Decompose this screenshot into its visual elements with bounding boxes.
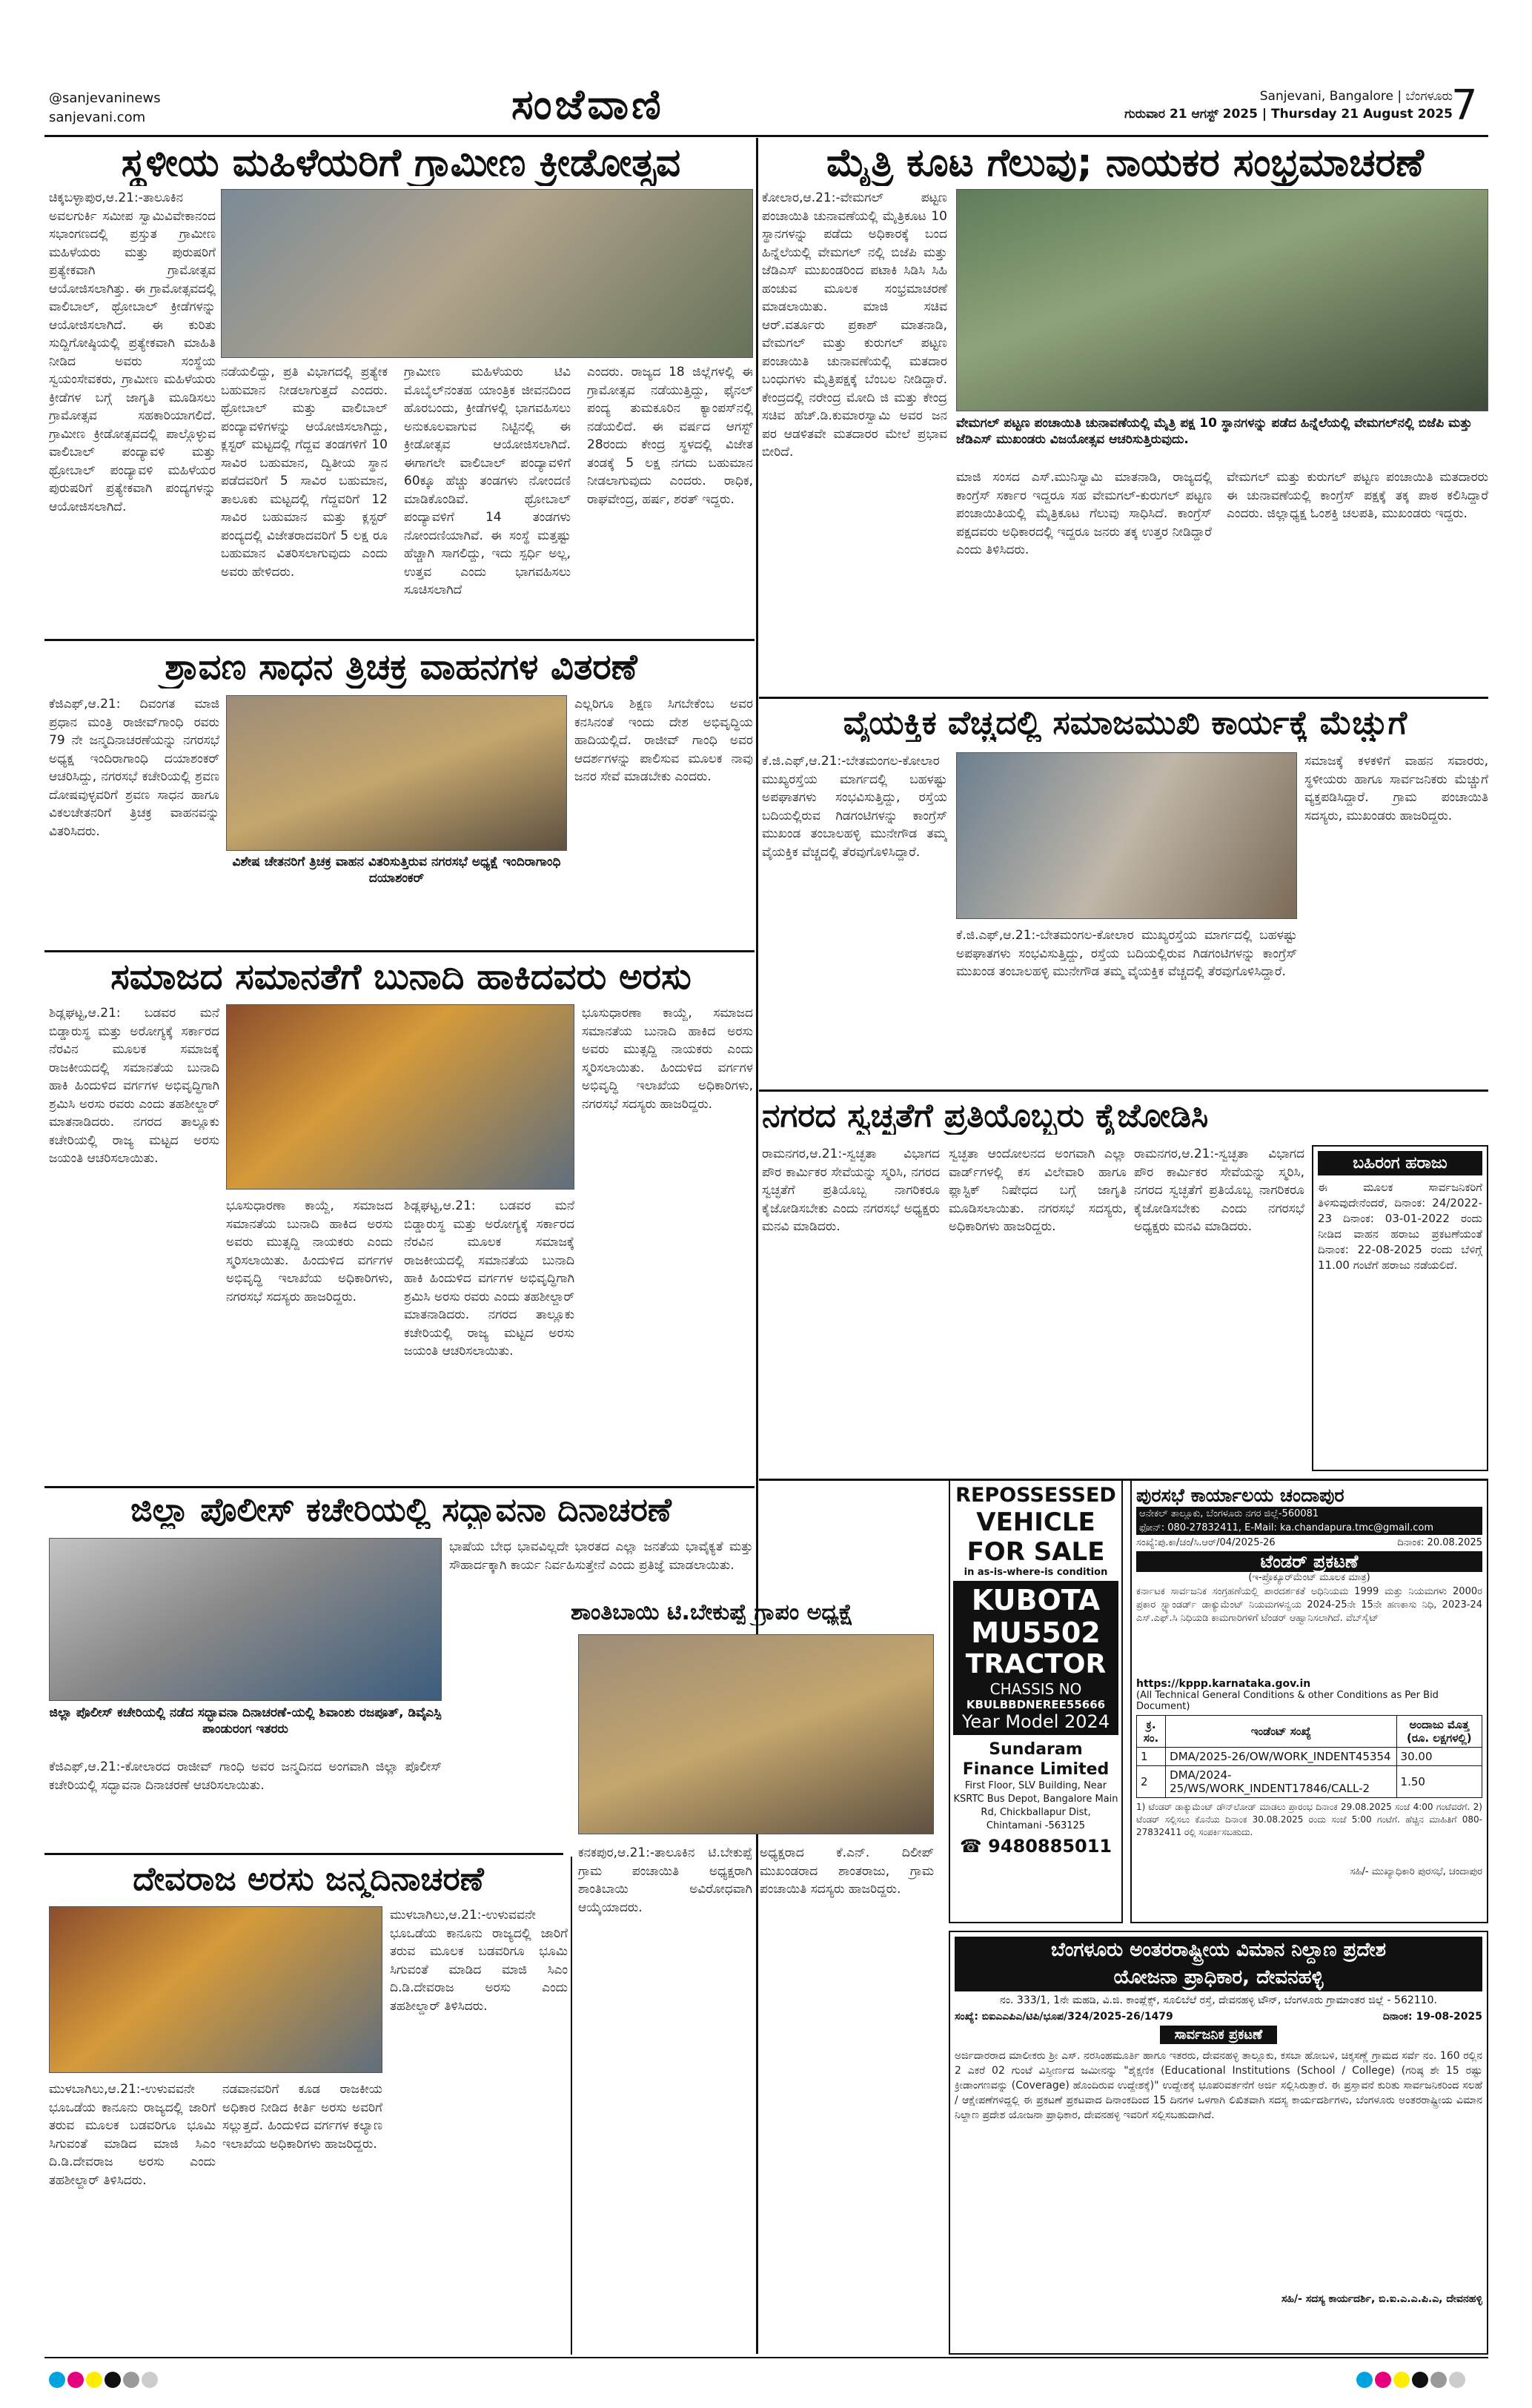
lightgray-mark — [1449, 2372, 1465, 2388]
vehicle-company: Sundaram Finance Limited — [962, 1740, 1110, 1779]
vehicle-phone — [953, 1836, 1118, 1857]
vehicle-phone-number: 9480885011 — [988, 1836, 1112, 1857]
rule-a5 — [44, 1486, 755, 1488]
vehicle-line4: in as-is-where-is condition — [964, 1567, 1108, 1578]
article-a1-col3: ಗ್ರಾಮೀಣ ಮಹಿಳೆಯರು ಟಿವಿ ಮೊಬೈಲ್‌ನಂತಹ ಯಾಂತ್ರಿಕ ಜೀವನದಿಂದ ಹೊರಬಂದು, ಕ್ರೀಡೆಗಳಲ್ಲಿ ಭಾಗವಹಿಸಲು ಅನುಕೂಲವಾಗುವ ನಿಟ್ಟಿನಲ್ಲಿ ಈ ಕ್ರೀಡೋತ್ಸವ ಆಯೋಜಿಸಲಾಗಿದೆ. ಈಗಾಗಲೇ ವಾಲಿಬಾಲ್ ಪಂದ್ಯಾವಳಿಗೆ 60ಕ್ಕೂ ಹೆಚ್ಚು ತಂಡಗಳು ನೋಂದಣಿ ಮಾಡಿಕೊಂಡಿವೆ. ಥ್ರೋಬಾಲ್ ಪಂದ್ಯಾವಳಿಗೆ 14 ತಂಡಗಳು ನೋಂದಣಿಯಾಗಿವೆ. ಈ ಸಂಸ್ಥೆ ಮತ್ತಷ್ಟು ಹೆಚ್ಚಾಗಿ ಸಾಗಲಿದ್ದು, ಇದು ಸ್ಪರ್ಧಿ ಅಲ್ಲ, ಉತ್ತವ ಎಂದು ಭಾಗವಹಿಸಲು ಸೂಚಿಸಲಾಗಿದೆ — [404, 365, 571, 597]
newspaper-logo: ಸಂಜೆವಾಣಿ — [511, 80, 664, 129]
article-a8-col1: ಕನಕಪುರ,ಆ.21:-ತಾಲೂಕಿನ ಟಿ.ಬೇಕುಪ್ಪೆ ಗ್ರಾಮ ಪಂಚಾಯಿತಿ ಅಧ್ಯಕ್ಷರಾಗಿ ಶಾಂತಿಬಾಯಿ ಅವಿರೋಧವಾಗಿ ಆಯ್ಕೆಯಾದರು. — [578, 1845, 752, 1915]
rule-a1 — [44, 639, 755, 641]
headline-a4: ವೈಯಕ್ತಿಕ ವೆಚ್ಚದಲ್ಲಿ ಸಮಾಜಮುಖಿ ಕಾರ್ಯಕ್ಕೆ ಮೆಚ್ಚುಗೆ — [843, 704, 1407, 742]
article-a4-col2: ಕೆ.ಜಿ.ಎಫ್,ಆ.21:-ಬೇತಮಂಗಲ-ಕೋಲಾರ ಮುಖ್ಯರಸ್ತೆಯ ಮಾರ್ಗದಲ್ಲಿ ಬಹಳಷ್ಟು ಅಪಘಾತಗಳು ಸಂಭವಿಸುತ್ತಿದ್ದು, ರಸ್ತೆಯ ಬದಿಯಲ್ಲಿರುವ ಗಿಡಗಂಟಿಗಳನ್ನು ಕಾಂಗ್ರೆಸ್ ಮುಖಂಡ ತಂಬಾಲಹಳ್ಳಿ ಮುನೇಗೌಡ ತಮ್ಮ ವೈಯಕ್ತಿಕ ವೆಚ್ಚದಲ್ಲಿ ತೆರವುಗೊಳಿಸಿದ್ದಾರೆ. — [956, 928, 1297, 979]
ad-auction-text: ಈ ಮೂಲಕ ಸಾರ್ವಜನಿಕರಿಗೆ ತಿಳಿಸುವುದೇನೆಂದರೆ, ದಿನಾಂಕ: 24/2022-23 ದಿನಾಂಕ: 03-01-2022 ರಂದು ನೀಡಿದ ವಾಹನ ಹರಾಜು ಪ್ರಕಟಣೆಯಂತೆ ದಿನಾಂಕ: 22-08-2025 ರಂದು ಬೆಳಿಗ್ಗೆ 11.00 ಗಂಟೆಗೆ ಹರಾಜು ನಡೆಯಲಿದೆ. — [1318, 1181, 1482, 1272]
social-handle: @sanjevaninews — [49, 90, 161, 106]
vehicle-make: KUBOTA — [971, 1584, 1101, 1616]
headline-a3: ಶ್ರಾವಣ ಸಾಧನ ತ್ರಿಚಕ್ರ ವಾಹನಗಳ ವಿತರಣೆ — [165, 646, 637, 688]
a8-divider — [571, 1857, 572, 2355]
article-a5-col1: ಶಿಡ್ಲಘಟ್ಟ,ಆ.21: ಬಡವರ ಮನೆ ಬಿಡ್ಡಾರುಸ್ಥ ಮತ್ತು ಅರೋಗ್ಯಕ್ಕೆ ಸರ್ಕಾರದ ನೆರವಿನ ಮೂಲಕ ಸಮಾಜಕ್ಕೆ ರಾಜಕೀಯದಲ್ಲಿ ಸಮಾನತೆಯ ಬುನಾದಿ ಹಾಕಿ ಹಿಂದುಳಿದ ವರ್ಗಗಳ ಅಭಿವೃದ್ಧಿಗಾಗಿ ಶ್ರಮಿಸಿ ಅರಸು ರವರು ಎಂದು ತಹಶೀಲ್ದಾರ್ ಮಾತನಾಡಿದರು. ನಗರದ ತಾಲ್ಲೂಕು ಕಚೇರಿಯಲ್ಲಿ ರಾಜ್ಯ ಮಟ್ಟದ ಅರಸು ಜಯಂತಿ ಆಚರಿಸಲಾಯಿತು. — [49, 1006, 219, 1166]
article-a1-col2: ನಡೆಯಲಿದ್ದು, ಪ್ರತಿ ವಿಭಾಗದಲ್ಲಿ ಪ್ರತ್ಯೇಕ ಬಹುಮಾನ ನೀಡಲಾಗುತ್ತದೆ ಎಂದರು. ಥ್ರೋಬಾಲ್ ಮತ್ತು ವಾಲಿಬಾಲ್ ಪಂದ್ಯಾವಳಿಗಳನ್ನು ಆಯೋಜಿಸಲಾಗಿದ್ದು, ಕ್ಲಸ್ಟರ್ ಮಟ್ಟದಲ್ಲಿ ಗೆದ್ದವ ತಂಡಗಳಿಗೆ 10 ಸಾವಿರ ಬಹುಮಾನ, ದ್ವಿತೀಯ ಸ್ಥಾನ ಪಡೆದವರಿಗೆ 5 ಸಾವಿರ ಬಹುಮಾನ, ತಾಲೂಕು ಮಟ್ಟದಲ್ಲಿ ಗೆದ್ದವರಿಗೆ 12 ಸಾವಿರ ಬಹುಮಾನ ಮತ್ತು ಕ್ಲಸ್ಟರ್ ಪಂದ್ಯದಲ್ಲಿ ವಿಜೇತರಾದವರಿಗೆ 5 ಲಕ್ಷ ರೂ ಬಹುಮಾನ ವಿತರಿಸಲಾಗುವುದು ಎಂದು ಅವರು ಹೇಳಿದರು. — [221, 365, 388, 580]
vehicle-chassis-label: CHASSIS NO — [989, 1680, 1082, 1698]
caption-a3: ವಿಶೇಷ ಚೇತನರಿಗೆ ತ್ರಿಚಕ್ರ ವಾಹನ ವಿತರಿಸುತ್ತಿರುವ ನಗರಸಭೆ ಅಧ್ಯಕ್ಷೆ ಇಂದಿರಾಗಾಂಧಿ ದಯಾಶಂಕರ್ — [232, 855, 561, 886]
headline-a7: ಜಿಲ್ಲಾ ಪೊಲೀಸ್ ಕಚೇರಿಯಲ್ಲಿ ಸದ್ಭಾವನಾ ದಿನಾಚರಣೆ — [130, 1491, 672, 1529]
gray-mark — [1430, 2372, 1447, 2388]
registration-marks-left — [49, 2372, 160, 2391]
gray-mark — [123, 2372, 139, 2388]
date-label: ಗುರುವಾರ 21 ಆಗಸ್ಟ್ 2025 | Thursday 21 August 2025 — [1124, 107, 1453, 122]
tender-col-header: ಕ್ರ. ಸಂ. — [1137, 1716, 1166, 1748]
article-a5-col4: ಭೂಸುಧಾರಣಾ ಕಾಯ್ದೆ, ಸಮಾಜದ ಸಮಾನತೆಯ ಬುನಾದಿ ಹಾಕಿದ ಅರಸು ಅವರು ಮುತ್ಸದ್ದಿ ನಾಯಕರು ಎಂದು ಸ್ಮರಿಸಲಾಯಿತು. ಹಿಂದುಳಿದ ವರ್ಗಗಳ ಅಭಿವೃದ್ಧಿ ಇಲಾಖೆಯ ಅಧಿಕಾರಿಗಳು, ನಗರಸಭೆ ಸದಸ್ಯರು ಹಾಜರಿದ್ದರು. — [582, 1006, 753, 1112]
article-a9-col2: ನಡವಾನವರಿಗೆ ಕೂಡ ರಾಜಕೀಯ ಅಧಿಕಾರ ನೀಡಿದ ಕೀರ್ತಿ ಅರಸು ಅವರಿಗೆ ಸಲ್ಲುತ್ತದೆ. ಹಿಂದುಳಿದ ವರ್ಗಗಳ ಕಲ್ಯಾಣ ಇಲಾಖೆಯ ಅಧಿಕಾರಿಗಳು ಹಾಜರಿದ್ದರು. — [222, 2082, 382, 2152]
masthead-meta — [978, 87, 1453, 123]
article-a4-col3: ಸಮಾಜಕ್ಕೆ ಕಳಕಳಿಗೆ ವಾಹನ ಸವಾರರು, ಸ್ಥಳೀಯರು ಹಾಗೂ ಸಾರ್ವಜನಿಕರು ಮೆಚ್ಚುಗೆ ವ್ಯಕ್ತಪಡಿಸಿದ್ದಾರೆ. ಗ್ರಾಮ ಪಂಚಾಯಿತಿ ಸದಸ್ಯರು, ಮುಖಂಡರು ಹಾಜರಿದ್ದರು. — [1304, 754, 1488, 823]
airport-notice-wrap — [955, 2027, 1482, 2043]
tender-cell: 1 — [1137, 1748, 1166, 1766]
phone-icon: ☎ — [959, 1836, 989, 1857]
footer-rule — [44, 2357, 1488, 2358]
rule-a2 — [759, 697, 1488, 699]
magenta-mark — [1375, 2372, 1391, 2388]
article-a6-col2: ಸ್ವಚ್ಛತಾ ಆಂದೋಲನದ ಅಂಗವಾಗಿ ಎಲ್ಲಾ ವಾರ್ಡ್‌ಗಳಲ್ಲಿ ಕಸ ವಿಲೇವಾರಿ ಹಾಗೂ ಪ್ಲಾಸ್ಟಿಕ್ ನಿಷೇಧದ ಬಗ್ಗೆ ಜಾಗೃತಿ ಮೂಡಿಸಲಾಯಿತು. ನಗರಸಭೆ ಸದಸ್ಯರು, ಅಧಿಕಾರಿಗಳು ಹಾಜರಿದ್ದರು. — [949, 1147, 1127, 1234]
headline-a2: ಮೈತ್ರಿ ಕೂಟ ಗೆಲುವು; ನಾಯಕರ ಸಂಭ್ರಮಾಚರಣೆ — [826, 141, 1424, 185]
ad-auction-title: ಬಹಿರಂಗ ಹರಾಜು — [1318, 1151, 1482, 1175]
article-a4-col1: ಕೆ.ಜಿ.ಎಫ್,ಆ.21:-ಬೇತಮಂಗಲ-ಕೋಲಾರ ಮುಖ್ಯರಸ್ತೆಯ ಮಾರ್ಗದಲ್ಲಿ ಬಹಳಷ್ಟು ಅಪಘಾತಗಳು ಸಂಭವಿಸುತ್ತಿದ್ದು, ರಸ್ತೆಯ ಬದಿಯಲ್ಲಿರುವ ಗಿಡಗಂಟಿಗಳನ್ನು ಕಾಂಗ್ರೆಸ್ ಮುಖಂಡ ತಂಬಾಲಹಳ್ಳಿ ಮುನೇಗೌಡ ತಮ್ಮ ವೈಯಕ್ತಿಕ ವೆಚ್ಚದಲ್ಲಿ ತೆರವುಗೊಳಿಸಿದ್ದಾರೆ. — [762, 754, 947, 860]
caption-a2: ವೇಮಗಲ್ ಪಟ್ಟಣ ಪಂಚಾಯಿತಿ ಚುನಾವಣೆಯಲ್ಲಿ ಮೈತ್ರಿ ಪಕ್ಷ 10 ಸ್ಥಾನಗಳನ್ನು ಪಡೆದ ಹಿನ್ನೆಲೆಯಲ್ಲಿ ವೇಮಗಲ್‌ನಲ್ಲಿ ಬಿಜೆಪಿ ಮತ್ತು ಜೆಡಿಎಸ್ ಮುಖಂಡರು ವಿಜಯೋತ್ಸವ ಆಚರಿಸುತ್ತಿರುವುದು. — [956, 416, 1473, 447]
vehicle-line3: FOR SALE — [966, 1537, 1105, 1567]
article-a6-col3: ರಾಮನಗರ,ಆ.21:-ಸ್ವಚ್ಛತಾ ವಿಭಾಗದ ಪೌರ ಕಾರ್ಮಿಕರ ಸೇವೆಯನ್ನು ಸ್ಮರಿಸಿ, ನಗರದ ಸ್ವಚ್ಛತೆಗೆ ಪ್ರತಿಯೊಬ್ಬ ನಾಗರಿಕರೂ ಕೈಜೋಡಿಸಬೇಕು ಎಂದು ನಗರಸಭೆ ಅಧ್ಯಕ್ಷರು ಮನವಿ ಮಾಡಿದರು. — [1134, 1147, 1304, 1234]
vehicle-line1: REPOSSESSED — [955, 1484, 1116, 1507]
article-a8-col2: ಅಧ್ಯಕ್ಷರಾದ ಕೆ.ಎನ್. ದಿಲೀಪ್ ಮುಖಂಡರಾದ ಶಾಂತರಾಜು, ಗ್ರಾಮ ಪಂಚಾಯಿತಿ ಸದಸ್ಯರು ಹಾಜರಿದ್ದರು. — [760, 1845, 934, 1897]
vehicle-address: First Floor, SLV Building, Near KSRTC Bus Depot, Bangalore Main Rd, Chickballapur Dist, Chintamani -563125 — [953, 1780, 1118, 1831]
photo-a7 — [49, 1538, 442, 1701]
photo-a8 — [578, 1634, 934, 1834]
headline-a9: ದೇವರಾಜ ಅರಸು ಜನ್ಮದಿನಾಚರಣೆ — [133, 1860, 484, 1898]
airport-ref: ಸಂಖ್ಯೆ: ಬಿಐಎಎಪಿಎ/ಟಿಪಿ/ಭೂಪ/324/2025-26/1479 — [955, 2011, 1173, 2023]
table-row — [1137, 1766, 1482, 1798]
tender-footer: 1) ಟೆಂಡರ್ ಡಾಕ್ಯುಮೆಂಟ್ ಡೌನ್‌ಲೋಡ್ ಮಾಡಲು ಪ್ರಾರಂಭ ದಿನಾಂಕ 29.08.2025 ಸಂಜೆ 4:00 ಗಂಟೆವರೆಗೆ. 2) ಟೆಂಡರ್ ಸಲ್ಲಿಸಲು ಕೊನೆಯ ದಿನಾಂಕ 30.08.2025 ರಂದು ಸಂಜೆ 5:00 ಗಂಟೆಗೆ. ಹೆಚ್ಚಿನ ಮಾಹಿತಿಗೆ 080-27832411 ರಲ್ಲಿ ಸಂಪರ್ಕಿಸಬಹುದು. — [1136, 1802, 1482, 1837]
vehicle-type: TRACTOR — [965, 1649, 1107, 1679]
photo-a3 — [226, 695, 567, 851]
tender-title: ಟೆಂಡರ್ ಪ್ರಕಟಣೆ — [1136, 1551, 1482, 1572]
tender-cell: DMA/2025-26/OW/WORK_INDENT45354 — [1166, 1748, 1396, 1766]
tender-table — [1136, 1715, 1482, 1798]
masthead-rule — [44, 135, 1488, 137]
tender-office-sub: ಆನೇಕಲ್ ತಾಲ್ಲೂಕು, ಬೆಂಗಳೂರು ನಗರ ಜಿಲ್ಲೆ-560081 — [1136, 1507, 1482, 1521]
headline-a8: ಶಾಂತಿಬಾಯಿ ಟಿ.ಬೇಕುಪ್ಪೆ ಗ್ರಾಪಂ ಅಧ್ಯಕ್ಷೆ — [571, 1599, 854, 1625]
tender-subtitle: (ಇ-ಪ್ರೊಕ್ಯೂರ್‌ಮೆಂಟ್ ಮೂಲಕ ಮಾತ್ರ) — [1248, 1572, 1370, 1583]
ad-airport-notice — [949, 1931, 1488, 2355]
caption-a7: ಜಿಲ್ಲಾ ಪೊಲೀಸ್ ಕಚೇರಿಯಲ್ಲಿ ನಡೆದ ಸದ್ಭಾವನಾ ದಿನಾಚರಣೆ-ಯಲ್ಲಿ ಶಿವಾಂಶು ರಜಪೂತ್, ಡಿವೈಎಸ್ಪಿ ಪಾಂಡುರಂಗ ಇತರರು — [49, 1705, 442, 1737]
edition-label: Sanjevani, Bangalore | ಬೆಂಗಳೂರು — [1259, 89, 1453, 104]
ad-tender-notice — [1130, 1479, 1488, 1923]
photo-a2 — [956, 189, 1488, 411]
article-a2-col3: ವೇಮಗಲ್ ಮತ್ತು ಕುರುಗಲ್ ಪಟ್ಟಣ ಪಂಚಾಯಿತಿ ಮತದಾರರು ಈ ಚುನಾವಣೆಯಲ್ಲಿ ಕಾಂಗ್ರೆಸ್ ಪಕ್ಷಕ್ಕೆ ತಕ್ಕ ಪಾಠ ಕಲಿಸಿದ್ದಾರೆ ಎಂದರು. ಜಿಲ್ಲಾಧ್ಯಕ್ಷ ಓಂಶಕ್ತಿ ಚಲಪತಿ, ಮುಖಂಡರು ಇದ್ದರು. — [1227, 470, 1488, 521]
airport-notice: ಸಾರ್ವಜನಿಕ ಪ್ರಕಟಣೆ — [1160, 2026, 1278, 2044]
cyan-mark — [49, 2372, 65, 2388]
website-link[interactable]: sanjevani.com — [49, 110, 146, 125]
tender-table-header — [1137, 1716, 1482, 1748]
rule-a4 — [759, 1089, 1488, 1092]
rule-a7 — [44, 1853, 563, 1855]
article-a5-col3: ಶಿಡ್ಲಘಟ್ಟ,ಆ.21: ಬಡವರ ಮನೆ ಬಿಡ್ಡಾರುಸ್ಥ ಮತ್ತು ಅರೋಗ್ಯಕ್ಕೆ ಸರ್ಕಾರದ ನೆರವಿನ ಮೂಲಕ ಸಮಾಜಕ್ಕೆ ರಾಜಕೀಯದಲ್ಲಿ ಸಮಾನತೆಯ ಬುನಾದಿ ಹಾಕಿ ಹಿಂದುಳಿದ ವರ್ಗಗಳ ಅಭಿವೃದ್ಧಿಗಾಗಿ ಶ್ರಮಿಸಿ ಅರಸು ರವರು ಎಂದು ತಹಶೀಲ್ದಾರ್ ಮಾತನಾಡಿದರು. ನಗರದ ತಾಲ್ಲೂಕು ಕಚೇರಿಯಲ್ಲಿ ರಾಜ್ಯ ಮಟ್ಟದ ಅರಸು ಜಯಂತಿ ಆಚರಿಸಲಾಯಿತು. — [404, 1198, 574, 1359]
registration-marks-right — [1356, 2372, 1468, 2391]
page-number: 7 — [1451, 82, 1478, 130]
airport-title2: ಯೋಜನಾ ಪ್ರಾಧಿಕಾರ, ದೇವನಹಳ್ಳಿ — [955, 1964, 1482, 1991]
center-divider — [756, 138, 758, 2354]
article-a1-col1: ಚಿಕ್ಕಬಳ್ಳಾಪುರ,ಆ.21:-ತಾಲೂಕಿನ ಅವಲಗುರ್ಕಿ ಸಮೀಪ ಸ್ವಾಮಿವಿವೇಕಾನಂದ ಸಭಾಂಗಣದಲ್ಲಿ ಪ್ರಸ್ತುತ ಗ್ರಾಮೀಣ ಮಹಿಳೆಯರು ಮತ್ತು ಪುರುಷರಿಗೆ ಪ್ರತ್ಯೇಕವಾಗಿ ಗ್ರಾಮೋತ್ಸವ ಆಯೋಜಿಸಲಾಗಿತ್ತು. ಈ ಗ್ರಾಮೋತ್ಸವದಲ್ಲಿ ವಾಲಿಬಾಲ್, ಥ್ರೋಬಾಲ್ ಕ್ರೀಡೆಗಳನ್ನು ಆಯೋಜಿಸಲಾಗಿದೆ. ಈ ಕುರಿತು ಸುದ್ದಿಗೋಷ್ಠಿಯಲ್ಲಿ ಪ್ರತ್ಯೇಕವಾಗಿ ಮಾಹಿತಿ ನೀಡಿದ ಅವರು ಸಂಸ್ಥೆಯ ಸ್ವಯಂಸೇವಕರು, ಗ್ರಾಮೀಣ ಮಹಿಳೆಯರು ಕ್ರೀಡೆಗಳ ಬಗ್ಗೆ ಜಾಗೃತಿ ಮೂಡಿಸಲು ಗ್ರಾಮೋತ್ಸವ ಸಹಕಾರಿಯಾಗಲಿದೆ. ಗ್ರಾಮೀಣ ಕ್ರೀಡೋತ್ಸವದಲ್ಲಿ ಪಾಲ್ಗೊಳ್ಳುವ ವಾಲಿಬಾಲ್ ಪಂದ್ಯಾವಳಿ ಮತ್ತು ಥ್ರೋಬಾಲ್ ಪಂದ್ಯಾವಳಿ ಮಹಿಳೆಯರ ಪುರುಷರಿಗೆ ಪ್ರತ್ಯೇಕವಾಗಿ ಪಂದ್ಯಗಳನ್ನು ಆಯೋಜಿಸಲಾಗಿದೆ. — [49, 190, 216, 514]
tender-cell: 30.00 — [1396, 1748, 1482, 1766]
magenta-mark — [67, 2372, 84, 2388]
rule-a3 — [44, 950, 755, 952]
article-a3-col1: ಕೆಜಿಎಫ್,ಆ.21: ದಿವಂಗತ ಮಾಜಿ ಪ್ರಧಾನ ಮಂತ್ರಿ ರಾಜೀವ್‌ಗಾಂಧಿ ರವರು 79 ನೇ ಜನ್ಮದಿನಾಚರಣೆಯನ್ನು ನಗರಸಭೆ ಅಧ್ಯಕ್ಷ ಇಂದಿರಾಗಾಂಧಿ ದಯಾಶಂಕರ್ ಆಚರಿಸಿದ್ದು, ನಗರಸಭೆ ಕಚೇರಿಯಲ್ಲಿ ಶ್ರವಣ ದೋಷವುಳ್ಳವರಿಗೆ ಶ್ರವಣ ಸಾಧನ ಹಾಗೂ ವಿಕಲಚೇತನರಿಗೆ ತ್ರಿಚಕ್ರ ವಾಹನವನ್ನು ವಿತರಿಸಿದರು. — [49, 697, 219, 839]
table-row — [1137, 1748, 1482, 1766]
headline-a5: ಸಮಾಜದ ಸಮಾನತೆಗೆ ಬುನಾದಿ ಹಾಕಿದವರು ಅರಸು — [110, 956, 692, 998]
photo-a5 — [226, 1004, 574, 1190]
tender-contact: ಫೋನ್: 080-27832411, E-Mail: ka.chandapura.tmc@gmail.com — [1136, 1521, 1482, 1535]
headline-a1: ಸ್ಥಳೀಯ ಮಹಿಳೆಯರಿಗೆ ಗ್ರಾಮೀಣ ಕ್ರೀಡೋತ್ಸವ — [121, 141, 681, 185]
photo-a4 — [956, 752, 1297, 919]
photo-a9 — [49, 1906, 382, 2073]
vehicle-model: MU5502 — [971, 1616, 1101, 1649]
airport-body: ಅರ್ಜಿದಾರರಾದ ಮಾಲೀಕರು ಶ್ರೀ ಎಸ್. ನರಸಿಂಹಮೂರ್ತಿ ಹಾಗೂ ಇತರರು, ದೇವನಹಳ್ಳಿ ತಾಲ್ಲೂಕು, ಕಸಬಾ ಹೋಬಳಿ, ಚಿಕ್ಕಸಣ್ಣೆ ಗ್ರಾಮದ ಸರ್ವೆ ನಂ. 160 ರಲ್ಲಿನ 2 ಎಕರೆ 02 ಗುಂಟೆ ವಿಸ್ತೀರ್ಣದ ಜಮೀನನ್ನು "ಶೈಕ್ಷಣಿಕ (Educational Institutions (School / College) (ಗರಿಷ್ಠ ಶೇ 15 ರಷ್ಟು ಕ್ರೀಡಾಂಗಣವನ್ನು (Coverage) ಹೊಂದಿರುವ ಉದ್ದೇಶಕ್ಕೆ)" ಉದ್ದೇಶಕ್ಕೆ ಭೂಪರಿವರ್ತನೆಗೆ ಅರ್ಜಿ ಸಲ್ಲಿಸಿರುತ್ತಾರೆ. ಈ ಪ್ರಸ್ತಾವನೆ ಕುರಿತು ಸಾರ್ವಜನಿಕರಿಂದ ಸಲಹೆ / ಆಕ್ಷೇಪಣೆಗಳಿದ್ದಲ್ಲಿ ಈ ಪ್ರಕಟಣೆ ಪ್ರಕಟವಾದ ದಿನಾಂಕದಿಂದ 15 ದಿನಗಳ ಒಳಗಾಗಿ ಲಿಖಿತವಾಗಿ ಸದಸ್ಯ ಕಾರ್ಯದರ್ಶಿಗಳು, ಬೆಂಗಳೂರು ಅಂತರರಾಷ್ಟ್ರೀಯ ವಿಮಾನ ನಿಲ್ದಾಣ ಪ್ರದೇಶ ಯೋಜನಾ ಪ್ರಾಧಿಕಾರ, ದೇವನಹಳ್ಳಿ ಇವರಿಗೆ ಸಲ್ಲಿಸಬಹುದಾಗಿದೆ. — [955, 2050, 1482, 2121]
article-a9-col1: ಮುಳಬಾಗಿಲು,ಆ.21:-ಉಳುವವನೇ ಭೂಒಡೆಯ ಕಾನೂನು ರಾಜ್ಯದಲ್ಲಿ ಜಾರಿಗೆ ತರುವ ಮೂಲಕ ಬಡವರಿಗೂ ಭೂಮಿ ಸಿಗುವಂತೆ ಮಾಡಿದ ಮಾಜಿ ಸಿಎಂ ದಿ.ಡಿ.ದೇವರಾಜ ಅರಸು ಎಂದು ತಹಶೀಲ್ದಾರ್ ತಿಳಿಸಿದರು. — [49, 2082, 216, 2188]
ad-vehicle-sale — [949, 1479, 1123, 1923]
lightgray-mark — [142, 2372, 158, 2388]
tender-ref: ಸಂಖ್ಯೆ:ಪು.ಕಾ/ಚಂ/ಸಿ.ಆರ್/04/2025-26 — [1136, 1537, 1276, 1548]
article-a1-col4: ಎಂದರು. ರಾಜ್ಯದ 18 ಜಿಲ್ಲೆಗಳಲ್ಲಿ ಈ ಗ್ರಾಮೋತ್ಸವ ನಡೆಯುತ್ತಿದ್ದು, ಫೈನಲ್ ಪಂದ್ಯ ತುಮಕೂರಿನ ಕ್ಯಾಂಪಸ್‌ನಲ್ಲಿ ನಡೆಯಲಿದೆ. ಈ ವರ್ಷದ ಆಗಸ್ಟ್ 28ರಂದು ಕೇಂದ್ರ ಸ್ಥಳದಲ್ಲಿ ವಿಜೇತ ತಂಡಕ್ಕೆ 5 ಲಕ್ಷ ನಗದು ಬಹುಮಾನ ನೀಡಲಾಗುವುದು ಎಂದರು. ರಾಧಿಕ, ರಾಘವೇಂದ್ರ, ಹರ್ಷ, ಶರತ್ ಇದ್ದರು. — [587, 365, 753, 507]
airport-date: ದಿನಾಂಕ: 19-08-2025 — [1382, 2011, 1482, 2023]
article-a7-col1: ಕೆಜಿಎಫ್,ಆ.21:-ಕೋಲಾರದ ರಾಜೀವ್ ಗಾಂಧಿ ಅವರ ಜನ್ಮದಿನದ ಅಂಗವಾಗಿ ಜಿಲ್ಲಾ ಪೊಲೀಸ್ ಕಚೇರಿಯಲ್ಲಿ ಸದ್ಭಾವನಾ ದಿನಾಚರಣೆ ಆಚರಿಸಲಾಯಿತು. — [49, 1759, 442, 1793]
article-a3-col3: ಎಲ್ಲರಿಗೂ ಶಿಕ್ಷಣ ಸಿಗಬೇಕೆಂಬ ಅವರ ಕನಸಿನಂತೆ ಇಂದು ದೇಶ ಅಭಿವೃದ್ಧಿಯ ಹಾದಿಯಲ್ಲಿದೆ. ರಾಜೀವ್ ಗಾಂಧಿ ಅವರ ಆದರ್ಶಗಳನ್ನು ಪಾಲಿಸುವ ಮೂಲಕ ನಾವು ಜನರ ಸೇವೆ ಮಾಡಬೇಕು ಎಂದರು. — [574, 697, 753, 784]
tender-date: ದಿನಾಂಕ: 20.08.2025 — [1397, 1537, 1482, 1548]
vehicle-line2: VEHICLE — [976, 1508, 1095, 1537]
black-mark — [1412, 2372, 1428, 2388]
article-a7-col2: ಭಾಷೆಯ ಬೇಧ ಭಾವವಿಲ್ಲದೇ ಭಾರತದ ಎಲ್ಲಾ ಜನತೆಯ ಭಾವೈಕ್ಯತೆ ಮತ್ತು ಸೌಹಾರ್ದಕ್ಕಾಗಿ ಕಾರ್ಯ ನಿರ್ವಹಿಸುತ್ತೇನೆ ಎಂದು ಪ್ರತಿಜ್ಞೆ ಮಾಡಲಾಯಿತು. — [449, 1539, 753, 1573]
tender-cell: 1.50 — [1396, 1766, 1482, 1798]
tender-col-header: ಅಂದಾಜು ಮೊತ್ತ (ರೂ. ಲಕ್ಷಗಳಲ್ಲಿ) — [1396, 1716, 1482, 1748]
article-a9-col3: ಮುಳಬಾಗಿಲು,ಆ.21:-ಉಳುವವನೇ ಭೂಒಡೆಯ ಕಾನೂನು ರಾಜ್ಯದಲ್ಲಿ ಜಾರಿಗೆ ತರುವ ಮೂಲಕ ಬಡವರಿಗೂ ಭೂಮಿ ಸಿಗುವಂತೆ ಮಾಡಿದ ಮಾಜಿ ಸಿಎಂ ದಿ.ಡಿ.ದೇವರಾಜ ಅರಸು ಎಂದು ತಹಶೀಲ್ದಾರ್ ತಿಳಿಸಿದರು. — [390, 1908, 568, 2014]
vehicle-details — [953, 1581, 1118, 1735]
ad-auction-notice — [1312, 1145, 1488, 1471]
tender-body: ಕರ್ನಾಟಕ ಸಾರ್ವಜನಿಕ ಸಂಗ್ರಹಣೆಯಲ್ಲಿ ಪಾರದರ್ಶಕತೆ ಅಧಿನಿಯಮ 1999 ಮತ್ತು ನಿಯಮಗಳು 2000ರ ಪ್ರಕಾರ ಸ್ಟ್ಯಾಂಡರ್ಡ್ ಡಾಕ್ಯುಮೆಂಟ್ ನಿಯಮಗಳನ್ವಯ 2024-25ನೇ 15ನೇ ಹಣಕಾಸು ನಿಧಿ, 2023-24 ಎಸ್.ಎಫ್.ಸಿ ನಿಧಿಯಡಿ ಕಾಮಗಾರಿಗಳಿಗೆ ಟೆಂಡರ್ ಆಹ್ವಾನಿಸಲಾಗಿದೆ. ವೆಬ್‌ಸೈಟ್ — [1136, 1586, 1482, 1624]
tender-office: ಪುರಸಭೆ ಕಾರ್ಯಾಲಯ ಚಂದಾಪುರ — [1136, 1485, 1344, 1506]
article-a5-col2: ಭೂಸುಧಾರಣಾ ಕಾಯ್ದೆ, ಸಮಾಜದ ಸಮಾನತೆಯ ಬುನಾದಿ ಹಾಕಿದ ಅರಸು ಅವರು ಮುತ್ಸದ್ದಿ ನಾಯಕರು ಎಂದು ಸ್ಮರಿಸಲಾಯಿತು. ಹಿಂದುಳಿದ ವರ್ಗಗಳ ಅಭಿವೃದ್ಧಿ ಇಲಾಖೆಯ ಅಧಿಕಾರಿಗಳು, ನಗರಸಭೆ ಸದಸ್ಯರು ಹಾಜರಿದ್ದರು. — [226, 1198, 393, 1304]
photo-a1 — [221, 189, 753, 358]
tender-website[interactable]: https://kppp.karnataka.gov.in — [1136, 1678, 1311, 1690]
black-mark — [105, 2372, 121, 2388]
yellow-mark — [1393, 2372, 1410, 2388]
cyan-mark — [1356, 2372, 1373, 2388]
airport-title1: ಬೆಂಗಳೂರು ಅಂತರರಾಷ್ಟ್ರೀಯ ವಿಮಾನ ನಿಲ್ದಾಣ ಪ್ರದೇಶ — [955, 1937, 1482, 1964]
article-a2-col2: ಮಾಜಿ ಸಂಸದ ಎಸ್.ಮುನಿಸ್ವಾಮಿ ಮಾತನಾಡಿ, ರಾಜ್ಯದಲ್ಲಿ ಕಾಂಗ್ರೆಸ್ ಸರ್ಕಾರ ಇದ್ದರೂ ಸಹ ವೇಮಗಲ್-ಕುರುಗಲ್ ಪಟ್ಟಣ ಪಂಚಾಯಿತಿಯಲ್ಲಿ ಮೈತ್ರಿಕೂಟ ಗೆಲುವು ಸಾಧಿಸಿದೆ. ಕಾಂಗ್ರೆಸ್ ಪಕ್ಷದವರು ಅಧಿಕಾರದಲ್ಲಿ ಇದ್ದರೂ ಜನರು ತಕ್ಕ ಉತ್ತರ ನೀಡಿದ್ದಾರೆ ಎಂದು ತಿಳಿಸಿದರು. — [956, 470, 1212, 557]
tender-col-header: ಇಂಡೆಂಟ್ ಸಂಖ್ಯೆ — [1166, 1716, 1396, 1748]
tender-ref-row — [1136, 1537, 1482, 1548]
tender-cell: 2 — [1137, 1766, 1166, 1798]
tender-cell: DMA/2024-25/WS/WORK_INDENT17846/CALL-2 — [1166, 1766, 1396, 1798]
tender-terms: (All Technical General Conditions & other Conditions as Per Bid Document) — [1136, 1690, 1439, 1712]
article-a6-col1: ರಾಮನಗರ,ಆ.21:-ಸ್ವಚ್ಛತಾ ವಿಭಾಗದ ಪೌರ ಕಾರ್ಮಿಕರ ಸೇವೆಯನ್ನು ಸ್ಮರಿಸಿ, ನಗರದ ಸ್ವಚ್ಛತೆಗೆ ಪ್ರತಿಯೊಬ್ಬ ನಾಗರಿಕರೂ ಕೈಜೋಡಿಸಬೇಕು ಎಂದು ನಗರಸಭೆ ಅಧ್ಯಕ್ಷರು ಮನವಿ ಮಾಡಿದರು. — [762, 1147, 940, 1234]
airport-sign: ಸಹಿ/- ಸದಸ್ಯ ಕಾರ್ಯದರ್ಶಿ, ಬಿ.ಐ.ಎ.ಎ.ಪಿ.ಎ, ದೇವನಹಳ್ಳಿ — [1281, 2293, 1482, 2305]
yellow-mark — [86, 2372, 102, 2388]
masthead-social — [49, 89, 161, 127]
article-a2-col1: ಕೋಲಾರ,ಆ.21:-ವೇಮಗಲ್ ಪಟ್ಟಣ ಪಂಚಾಯಿತಿ ಚುನಾವಣೆಯಲ್ಲಿ ಮೈತ್ರಿಕೂಟ 10 ಸ್ಥಾನಗಳನ್ನು ಪಡೆದು ಅಧಿಕಾರಕ್ಕೆ ಬಂದ ಹಿನ್ನೆಲೆಯಲ್ಲಿ ವೇಮಗಲ್ ನಲ್ಲಿ ಬಿಜೆಪಿ ಮತ್ತು ಜೆಡಿಎಸ್ ಮುಖಂಡರಿಂದ ಪಟಾಕಿ ಸಿಡಿಸಿ ಸಿಹಿ ಹಂಚುವ ಮೂಲಕ ಸಂಭ್ರಮಾಚರಣೆ ಮಾಡಲಾಯಿತು. ಮಾಜಿ ಸಚಿವ ಆರ್.ವರ್ತೂರು ಪ್ರಕಾಶ್ ಮಾತನಾಡಿ, ವೇಮಗಲ್ ಮತ್ತು ಕುರುಗಲ್ ಪಟ್ಟಣ ಪಂಚಾಯಿತಿ ಚುನಾವಣೆಯಲ್ಲಿ ಮತದಾರ ಬಂಧುಗಳು ಮೈತ್ರಿಪಕ್ಷಕ್ಕೆ ಬೆಂಬಲ ನೀಡಿದ್ದಾರೆ. ಕೇಂದ್ರದಲ್ಲಿ ನರೇಂದ್ರ ಮೋದಿ ಜಿ ಮತ್ತು ಕೇಂದ್ರ ಸಚಿವ ಹೆಚ್.ಡಿ.ಕುಮಾರಸ್ವಾಮಿ ಅವರ ಜನ ಪರ ಆಡಳಿತವೇ ಮತದಾರರ ಮೇಲೆ ಪ್ರಭಾವ ಬೀರಿದೆ. — [762, 190, 947, 460]
airport-ref-row — [955, 2011, 1482, 2023]
tender-sign: ಸಹಿ/- ಮುಖ್ಯಾಧಿಕಾರಿ ಪುರಸಭೆ, ಚಂದಾಪುರ — [1350, 1866, 1482, 1877]
vehicle-chassis-no: KBULBBDNEREE55666 — [966, 1698, 1106, 1711]
headline-a6: ನಗರದ ಸ್ವಚ್ಛತೆಗೆ ಪ್ರತಿಯೊಬ್ಬರು ಕೈಜೋಡಿಸಿ — [762, 1097, 1209, 1135]
vehicle-year: Year Model 2024 — [961, 1711, 1110, 1732]
airport-address: ನಂ. 333/1, 1ನೇ ಮಹಡಿ, ವಿ.ಜಿ. ಕಾಂಪ್ಲೆಕ್ಸ್, ಸೂಲಿಬೆಲೆ ರಸ್ತೆ, ದೇವನಹಳ್ಳಿ ಟೌನ್, ಬೆಂಗಳೂರು ಗ್ರಾಮಾಂತರ ಜಿಲ್ಲೆ - 562110. — [1000, 1994, 1437, 2006]
